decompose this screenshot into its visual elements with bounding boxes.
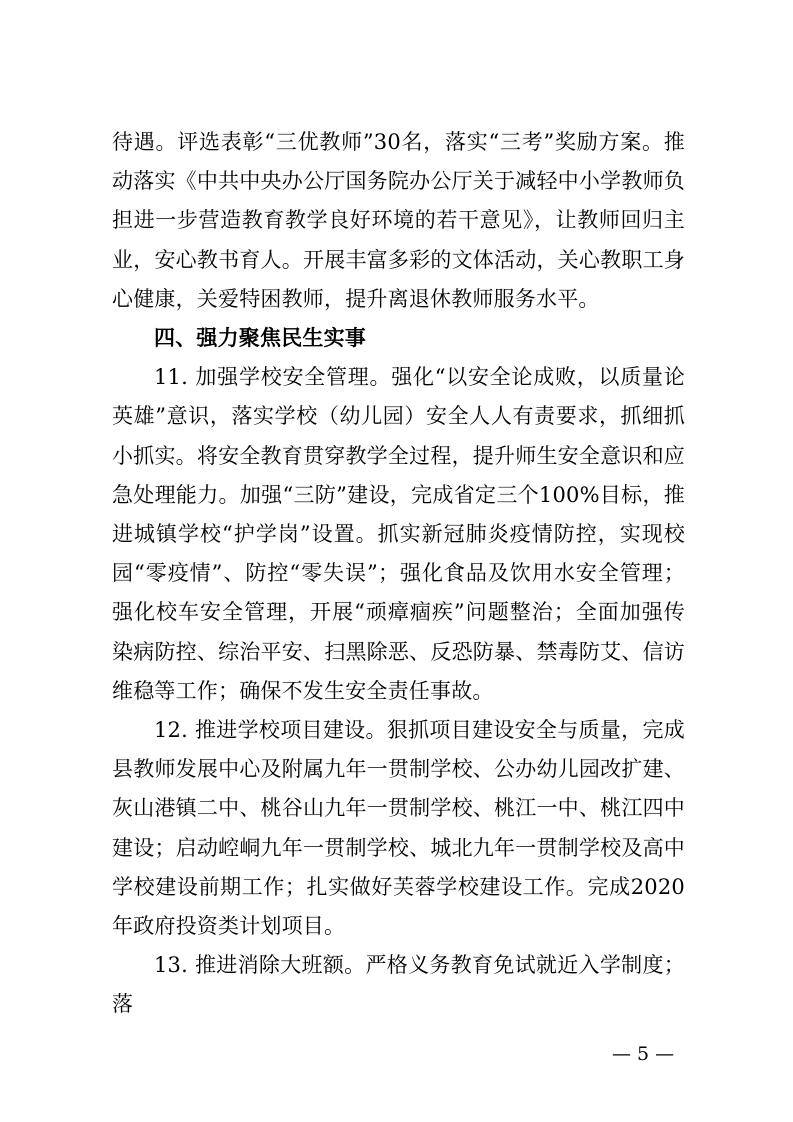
paragraph-item-11-school-safety: 11. 加强学校安全管理。强化“以安全论成败，以质量论英雄”意识，落实学校（幼儿园）安全人人有责要求，抓细抓小抓实。将安全教育贯穿教学全过程，提升师生安全意识和应急处理能力。加强“三防”建设，完成省定三个100%目标，推进城镇学校“护学岗”设置。抓实新冠肺炎疫情防控，实现校园“零疫情”、防控“零失误”；强化食品及饮用水安全管理；强化校车安全管理，开展“顽瘴痼疾”问题整治；全面加强传染病防控、综治平安、扫黑除恶、反恐防暴、禁毒防艾、信访维稳等工作；确保不发生安全责任事故。 — [112, 365, 685, 703]
paragraph-item-13-class-size: 13. 推进消除大班额。严格义务教育免试就近入学制度；落 — [112, 953, 685, 1017]
paragraph-item-12-school-construction: 12. 推进学校项目建设。狠抓项目建设安全与质量，完成县教师发展中心及附属九年一贯制学校、公办幼儿园改扩建、灰山港镇二中、桃谷山九年一贯制学校、桃江一中、桃江四中建设；启动崆峒九年一贯制学校、城北九年一贯制学校及高中学校建设前期工作；扎实做好芙蓉学校建设工作。完成2020年政府投资类计划项目。 — [112, 718, 685, 939]
page-number: — 5 — — [612, 1043, 675, 1065]
paragraph-teacher-welfare: 待遇。评选表彰“三优教师”30名，落实“三考”奖励方案。推动落实《中共中央办公厅国务院办公厅关于减轻中小学教师负担进一步营造教育教学良好环境的若干意见》，让教师回归主业，安心教书育人。开展丰富多彩的文体活动，关心教职工身心健康，关爱特困教师，提升离退休教师服务水平。 — [112, 130, 685, 311]
section-heading-livelihood: 四、强力聚焦民生实事 — [154, 326, 366, 351]
document-body — [112, 123, 685, 1025]
